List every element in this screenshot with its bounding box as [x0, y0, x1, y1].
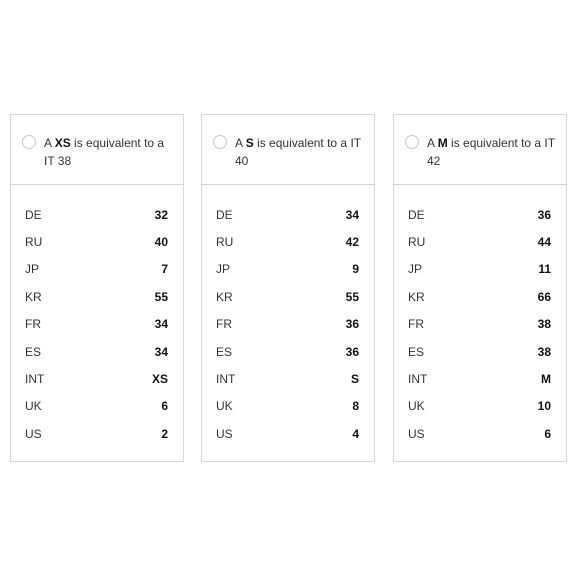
prefix-text: A: [44, 136, 52, 150]
size-card-xs: [10, 114, 184, 462]
region-label: INT: [216, 372, 236, 387]
region-size-value: 44: [537, 235, 551, 250]
region-label: UK: [25, 399, 42, 414]
region-size-value: 38: [537, 344, 551, 359]
region-size-value: 36: [345, 317, 359, 332]
conversion-row: [202, 393, 374, 420]
conversion-row: [202, 228, 374, 255]
size-radio-xs[interactable]: [22, 135, 36, 149]
region-size-value: 66: [537, 289, 551, 304]
size-radio-m[interactable]: [405, 135, 419, 149]
region-size-value: 36: [345, 344, 359, 359]
region-label: RU: [25, 235, 43, 250]
region-label: ES: [408, 344, 425, 359]
region-label: JP: [216, 262, 231, 277]
region-label: JP: [25, 262, 40, 277]
region-size-value: 42: [345, 235, 359, 250]
size-card-m: [393, 114, 567, 462]
region-label: INT: [25, 372, 45, 387]
region-label: UK: [408, 399, 425, 414]
region-size-value: 36: [537, 207, 551, 222]
conversion-row: [11, 228, 183, 255]
region-size-value: 40: [154, 235, 168, 250]
size-equivalence-text: [235, 134, 367, 170]
region-size-value: 10: [537, 399, 551, 414]
prefix-text: A: [427, 136, 435, 150]
region-label: DE: [408, 207, 425, 222]
size-equivalence-text: [427, 134, 559, 170]
conversion-list: [202, 185, 374, 448]
region-label: KR: [408, 289, 425, 304]
region-label: RU: [408, 235, 426, 250]
conversion-row: [11, 201, 183, 228]
region-size-value: 4: [352, 426, 359, 441]
region-label: INT: [408, 372, 428, 387]
region-size-value: 7: [161, 262, 168, 277]
conversion-row: [394, 256, 566, 283]
size-name: S: [245, 136, 254, 150]
conversion-list: [11, 185, 183, 448]
conversion-row: [394, 311, 566, 338]
size-equivalence-text: [44, 134, 176, 170]
region-size-value: S: [350, 372, 359, 387]
conversion-row: [394, 393, 566, 420]
region-size-value: M: [541, 372, 551, 387]
conversion-row: [202, 420, 374, 447]
region-size-value: 34: [154, 317, 168, 332]
conversion-row: [202, 283, 374, 310]
conversion-row: [202, 338, 374, 365]
region-label: FR: [25, 317, 41, 332]
equivalence-text: is equivalent to a IT 42: [427, 136, 555, 168]
conversion-list: [394, 185, 566, 448]
region-size-value: 32: [154, 207, 168, 222]
region-size-value: 2: [161, 426, 168, 441]
conversion-row: [11, 365, 183, 392]
region-label: KR: [216, 289, 233, 304]
region-label: DE: [25, 207, 42, 222]
region-label: ES: [216, 344, 233, 359]
conversion-row: [11, 283, 183, 310]
region-size-value: 6: [161, 399, 168, 414]
size-name: M: [437, 136, 448, 150]
conversion-row: [11, 256, 183, 283]
region-size-value: 11: [538, 262, 551, 277]
conversion-row: [202, 365, 374, 392]
region-size-value: 9: [352, 262, 359, 277]
card-header: [394, 115, 566, 185]
region-size-value: 6: [544, 426, 551, 441]
equivalence-text: is equivalent to a IT 40: [235, 136, 361, 168]
region-label: KR: [25, 289, 42, 304]
region-label: US: [25, 426, 42, 441]
region-label: JP: [408, 262, 423, 277]
region-label: FR: [408, 317, 424, 332]
region-size-value: 34: [154, 344, 168, 359]
conversion-row: [394, 201, 566, 228]
conversion-row: [11, 311, 183, 338]
conversion-row: [394, 420, 566, 447]
conversion-row: [394, 283, 566, 310]
region-label: UK: [216, 399, 233, 414]
region-size-value: 34: [345, 207, 359, 222]
region-size-value: 55: [154, 289, 168, 304]
card-header: [11, 115, 183, 185]
conversion-row: [394, 228, 566, 255]
prefix-text: A: [235, 136, 243, 150]
conversion-row: [202, 256, 374, 283]
region-label: US: [216, 426, 233, 441]
region-label: ES: [25, 344, 42, 359]
conversion-row: [394, 365, 566, 392]
conversion-row: [394, 338, 566, 365]
region-size-value: 38: [537, 317, 551, 332]
region-size-value: 55: [345, 289, 359, 304]
size-card-s: [201, 114, 375, 462]
card-header: [202, 115, 374, 185]
conversion-row: [11, 338, 183, 365]
conversion-row: [11, 393, 183, 420]
conversion-row: [202, 311, 374, 338]
equivalence-text: is equivalent to a IT 38: [44, 136, 165, 168]
conversion-row: [11, 420, 183, 447]
region-label: FR: [216, 317, 232, 332]
conversion-row: [202, 201, 374, 228]
region-size-value: 8: [352, 399, 359, 414]
region-label: RU: [216, 235, 234, 250]
size-name: XS: [54, 136, 71, 150]
size-radio-s[interactable]: [213, 135, 227, 149]
region-size-value: XS: [151, 372, 168, 387]
region-label: US: [408, 426, 425, 441]
region-label: DE: [216, 207, 233, 222]
